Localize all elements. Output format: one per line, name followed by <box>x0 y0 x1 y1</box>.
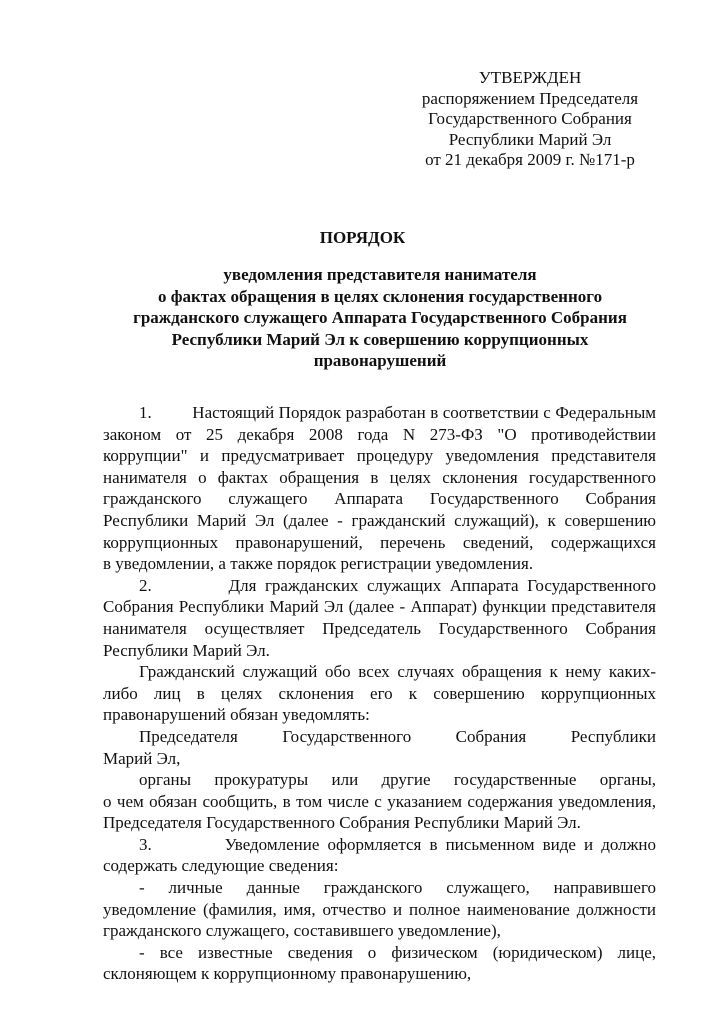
subtitle-line: о фактах обращения в целях склонения государственного <box>157 286 603 306</box>
approval-line: Республики Марий Эл <box>448 129 612 149</box>
body-line: содержать следующие сведения: <box>103 856 339 876</box>
approval-line: распоряжением Председателя <box>421 88 639 108</box>
subtitle-line: уведомления представителя нанимателя <box>223 265 537 284</box>
body-line: 1. Настоящий Порядок разработан в соответствии с Федеральным <box>139 403 656 422</box>
subtitle-line: правонарушений <box>313 351 447 370</box>
body-line: Председателя Государственного Собрания Республики Марий Эл. <box>103 813 581 833</box>
body-line: коррупционных правонарушений, перечень сведений, содержащихся <box>103 532 656 552</box>
body-line: коррупции" и предусматривает процедуру уведомления представителя <box>103 446 656 466</box>
body-line: Гражданский служащий обо всех случаях обращения к нему каких- <box>139 662 656 682</box>
body-line: нанимателя о фактах обращения в целях склонения государственного <box>103 467 656 487</box>
body-line: - личные данные гражданского служащего, направившего <box>139 878 656 898</box>
approval-date: от 21 декабря 2009 г. №171-р <box>425 150 635 169</box>
body-line: законом от 25 декабря 2008 года N 273-ФЗ "О противодействии <box>103 424 656 444</box>
body-line: Марий Эл, <box>103 748 181 768</box>
body-line: гражданского служащего, составившего уведомление), <box>103 921 501 941</box>
document-title: ПОРЯДОК <box>319 228 406 247</box>
subtitle-line: Республики Марий Эл к совершению коррупционных <box>171 329 589 349</box>
body-line: 2. Для гражданских служащих Аппарата Государственного <box>139 575 656 595</box>
body-line: гражданского служащего Аппарата Государственного Собрания <box>103 489 656 509</box>
approval-heading: УТВЕРЖДЕН <box>478 68 582 87</box>
body-line: о чем обязан сообщить, в том числе с указанием содержания уведомления, <box>103 791 656 811</box>
document-subtitle <box>120 264 640 372</box>
body-line: правонарушений обязан уведомлять: <box>103 705 370 725</box>
body-line: в уведомлении, а также порядок регистрации уведомления. <box>103 554 534 574</box>
body-line: Председателя Государственного Собрания Республики <box>139 726 656 746</box>
body-line: Собрания Республики Марий Эл (далее - Аппарат) функции представителя <box>103 597 656 617</box>
body-line: - все известные сведения о физическом (юридическом) лице, <box>139 942 656 962</box>
document-body <box>103 402 656 985</box>
body-line: нанимателя осуществляет Председатель Государственного Собрания <box>103 618 656 638</box>
body-line: органы прокуратуры или другие государственные органы, <box>139 770 656 790</box>
body-line: Республики Марий Эл (далее - гражданский служащий), к совершению <box>103 510 656 530</box>
body-line: 3. Уведомление оформляется в письменном виде и должно <box>139 834 656 854</box>
subtitle-line: гражданского служащего Аппарата Государственного Собрания <box>133 308 627 327</box>
body-line: уведомление (фамилия, имя, отчество и полное наименование должности <box>103 899 656 919</box>
approval-stamp <box>400 68 660 171</box>
approval-line: Государственного Собрания <box>428 109 632 128</box>
body-line: либо лиц в целях склонения его к совершению коррупционных <box>103 683 656 703</box>
body-line: склоняющем к коррупционному правонарушению, <box>103 964 472 984</box>
body-line: Республики Марий Эл. <box>103 640 270 660</box>
